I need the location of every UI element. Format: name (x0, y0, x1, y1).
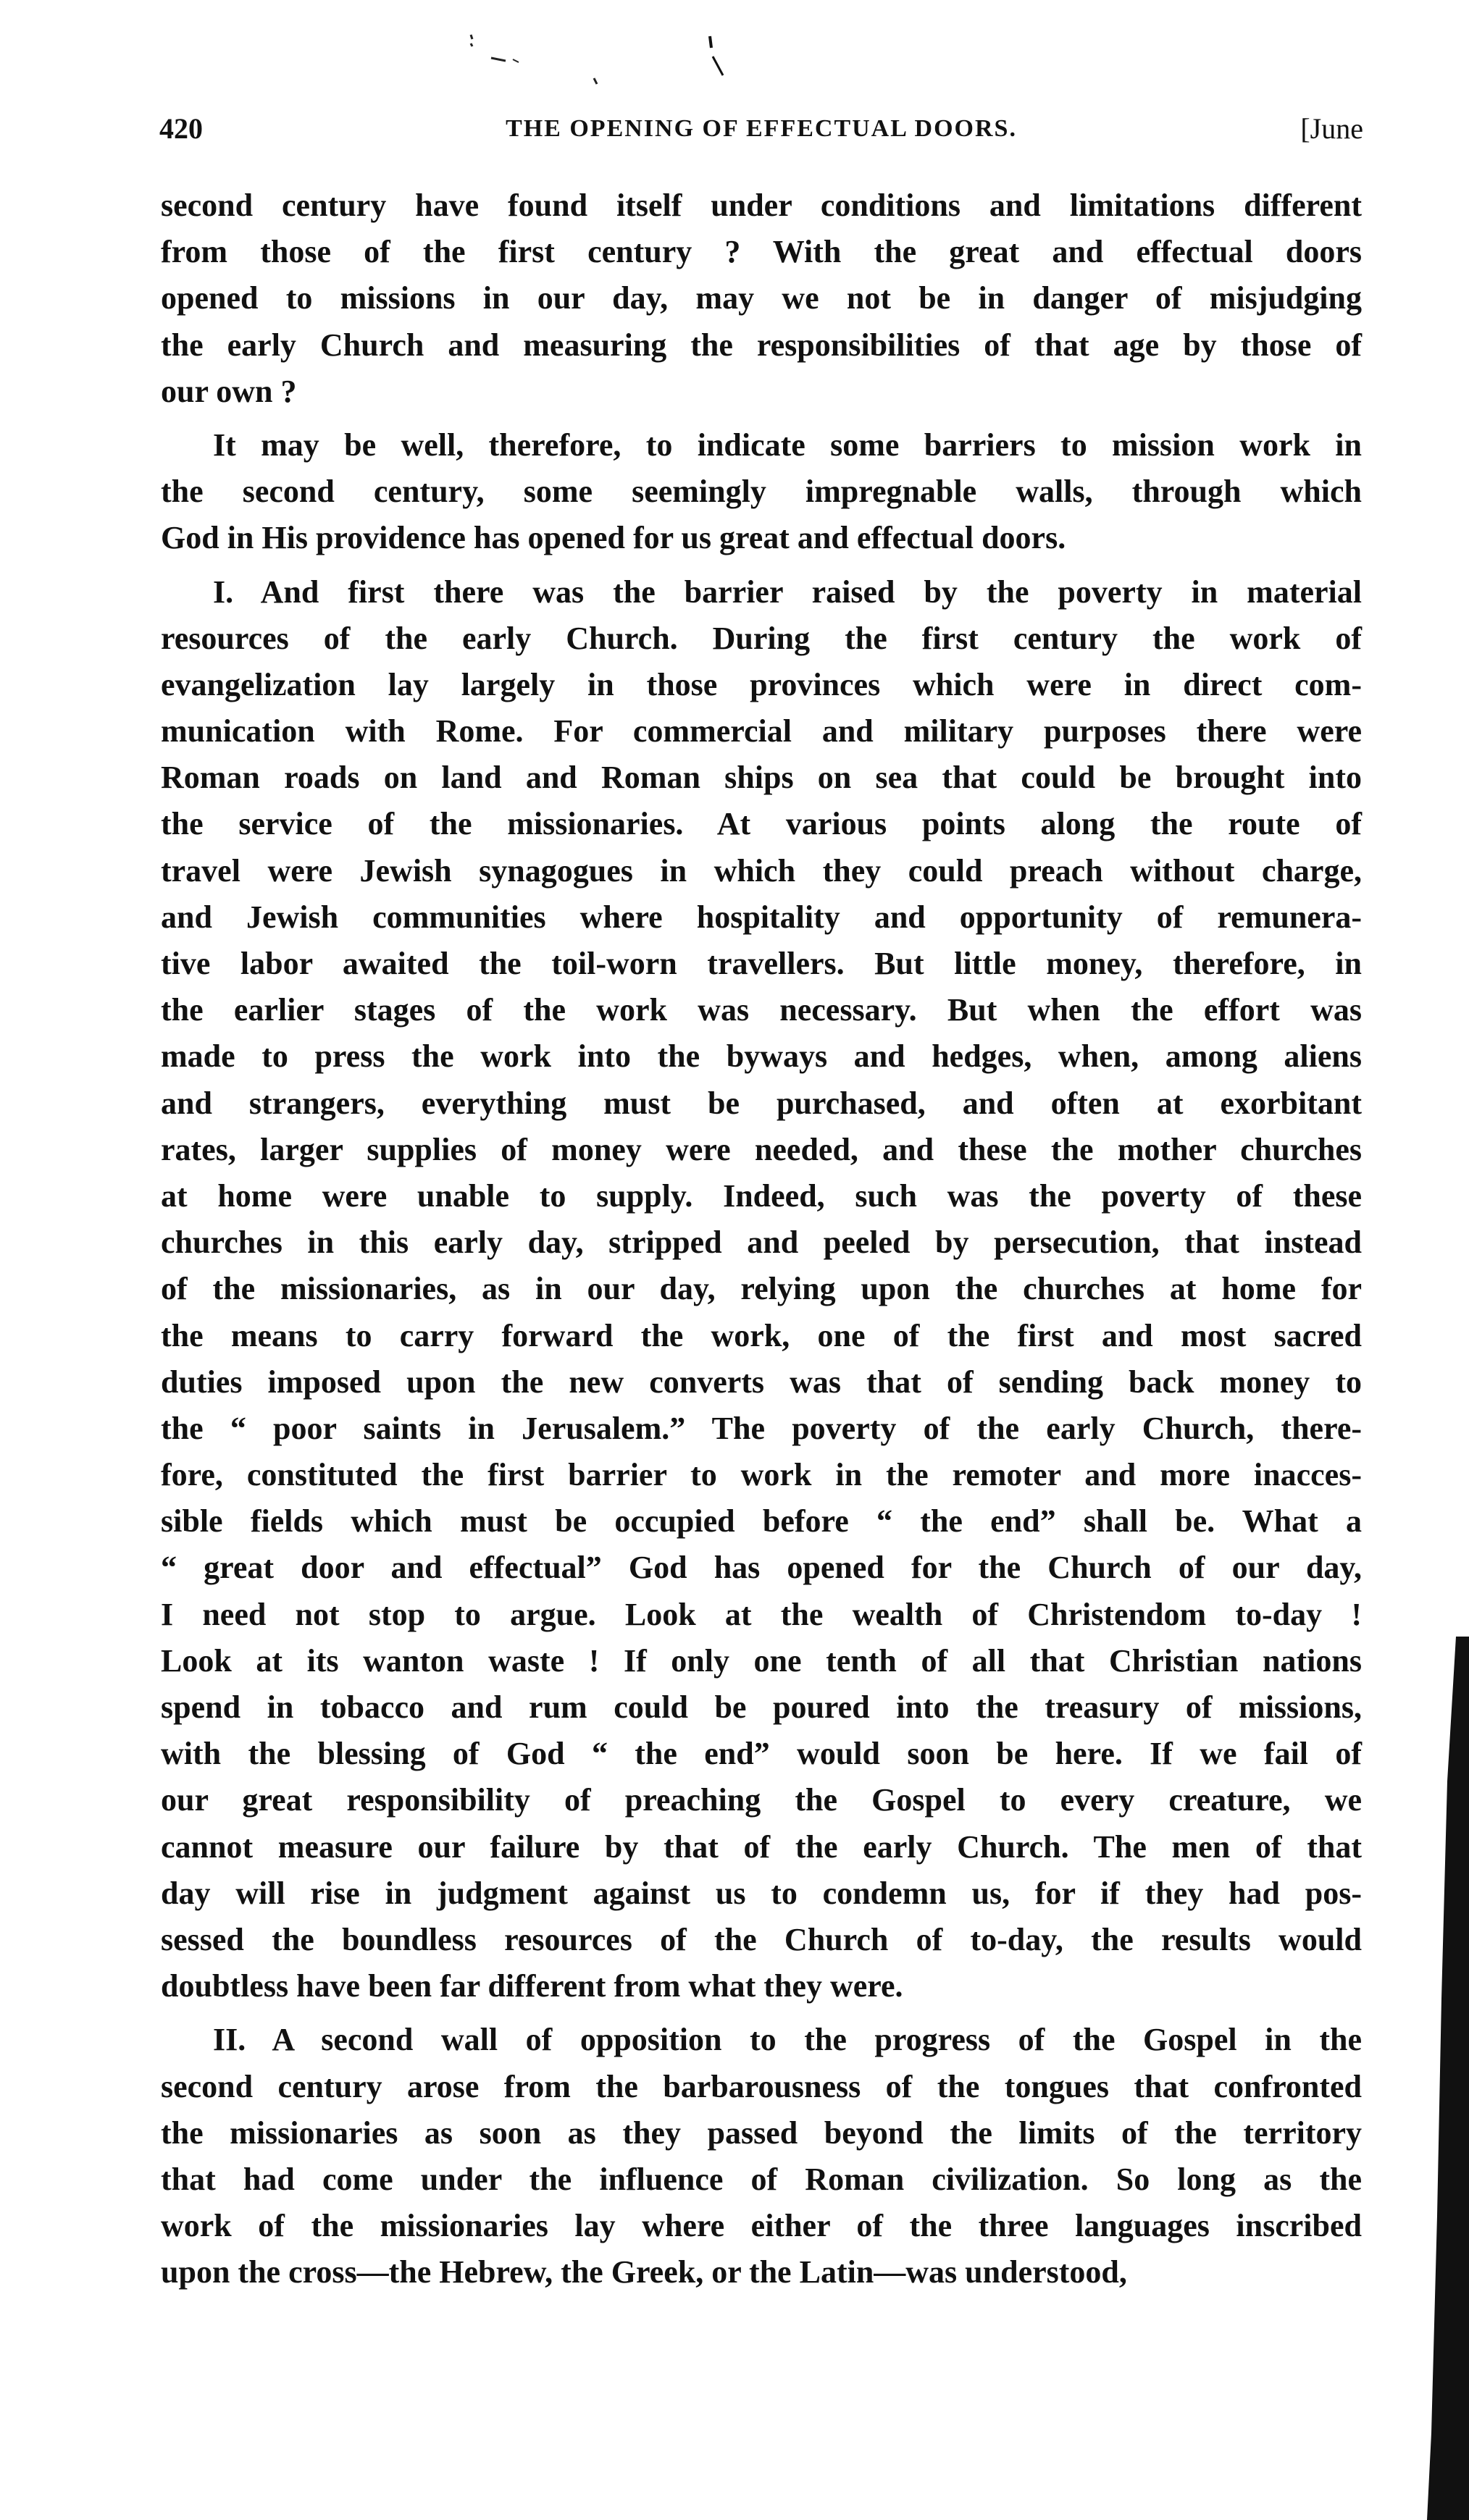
text-line: doubtless have been far different from what they were. (161, 1968, 903, 2004)
text-line: of the missionaries, as in our day, relying upon the churches at home for (161, 1271, 1362, 1307)
text-line: spend in tobacco and rum could be poured into the treasury of missions, (161, 1689, 1362, 1725)
text-line: tive labor awaited the toil-worn travellers. But little money, therefore, in (161, 946, 1362, 981)
text-line: the earlier stages of the work was necessary. But when the effort was (161, 992, 1362, 1028)
text-line: “ great door and effectual” God has opened for the Church of our day, (161, 1550, 1362, 1586)
text-line: churches in this early day, stripped and peeled by persecution, that instead (161, 1225, 1362, 1261)
text-line: the means to carry forward the work, one of the first and most sacred (161, 1317, 1362, 1353)
text-line: at home were unable to supply. Indeed, such was the poverty of these (161, 1177, 1362, 1214)
text-line: I. And first there was the barrier raised by the poverty in material (213, 574, 1362, 610)
page-edge-shadow (1412, 1637, 1469, 2520)
text-line: opened to missions in our day, may we not be in danger of misjudging (161, 280, 1362, 316)
text-line: our great responsibility of preaching the Gospel to every creature, we (161, 1782, 1362, 1818)
scan-marks (435, 14, 753, 94)
text-line: from those of the first century ? With the great and effectual doors (161, 234, 1362, 270)
text-line: the second century, some seemingly impregnable walls, through which (161, 474, 1362, 510)
text-line: sessed the boundless resources of the Church of to-day, the results would (161, 1921, 1362, 1957)
text-line: upon the cross—the Hebrew, the Greek, or the Latin—was understood, (161, 2254, 1127, 2290)
text-line: day will rise in judgment against us to condemn us, for if they had pos- (161, 1875, 1362, 1911)
text-line: travel were Jewish synagogues in which they could preach without charge, (161, 852, 1362, 889)
text-line: munication with Rome. For commercial and military purposes there were (161, 713, 1362, 749)
text-line: resources of the early Church. During the first century the work of (161, 620, 1362, 656)
text-line: cannot measure our failure by that of the early Church. The men of that (161, 1828, 1362, 1865)
text-line: and strangers, everything must be purchased, and often at exorbitant (161, 1085, 1362, 1121)
text-line: rates, larger supplies of money were needed, and these the mother churches (161, 1131, 1362, 1167)
text-line: with the blessing of God “ the end” would soon be here. If we fail of (161, 1736, 1362, 1772)
running-header (159, 107, 1363, 151)
text-line: I need not stop to argue. Look at the wealth of Christendom to-day ! (161, 1596, 1362, 1632)
text-line: the missionaries as soon as they passed beyond the limits of the territory (161, 2114, 1362, 2151)
text-line: evangelization lay largely in those provinces which were in direct com- (161, 666, 1362, 702)
text-line: sible fields which must be occupied before “ the end” shall be. What a (161, 1503, 1362, 1540)
text-line: and Jewish communities where hospitality and opportunity of remunera- (161, 899, 1362, 935)
page-number: 420 (159, 112, 203, 145)
text-line: It may be well, therefore, to indicate some barriers to mission work in (213, 427, 1362, 463)
text-line: second century arose from the barbarousness of the tongues that confronted (161, 2068, 1362, 2104)
text-line: made to press the work into the byways and hedges, when, among aliens (161, 1038, 1362, 1075)
running-date: [June (1300, 112, 1363, 145)
text-line: fore, constituted the first barrier to work in the remoter and more inacces- (161, 1457, 1362, 1493)
text-line: our own ? (161, 373, 297, 409)
text-line: Roman roads on land and Roman ships on sea that could be brought into (161, 760, 1362, 796)
text-line: Look at its wanton waste ! If only one tenth of all that Christian nations (161, 1642, 1362, 1679)
text-line: II. A second wall of opposition to the progress of the Gospel in the (213, 2022, 1362, 2058)
text-line: God in His providence has opened for us great and effectual doors. (161, 520, 1066, 556)
paragraph (161, 569, 1362, 2010)
paragraph (161, 2017, 1362, 2296)
text-line: second century have found itself under conditions and limitations different (161, 188, 1362, 223)
running-title: THE OPENING OF EFFECTUAL DOORS. (506, 115, 1017, 142)
text-line: duties imposed upon the new converts was that of sending back money to (161, 1364, 1362, 1400)
text-line: that had come under the influence of Roman civilization. So long as the (161, 2161, 1362, 2197)
text-line: work of the missionaries lay where either of the three languages inscribed (161, 2208, 1362, 2244)
text-line: the early Church and measuring the responsibilities of that age by those of (161, 327, 1362, 363)
body-text (161, 182, 1362, 2296)
paragraph (161, 182, 1362, 415)
paragraph (161, 422, 1362, 562)
text-line: the “ poor saints in Jerusalem.” The poverty of the early Church, there- (161, 1410, 1362, 1446)
text-line: the service of the missionaries. At various points along the route of (161, 806, 1362, 842)
